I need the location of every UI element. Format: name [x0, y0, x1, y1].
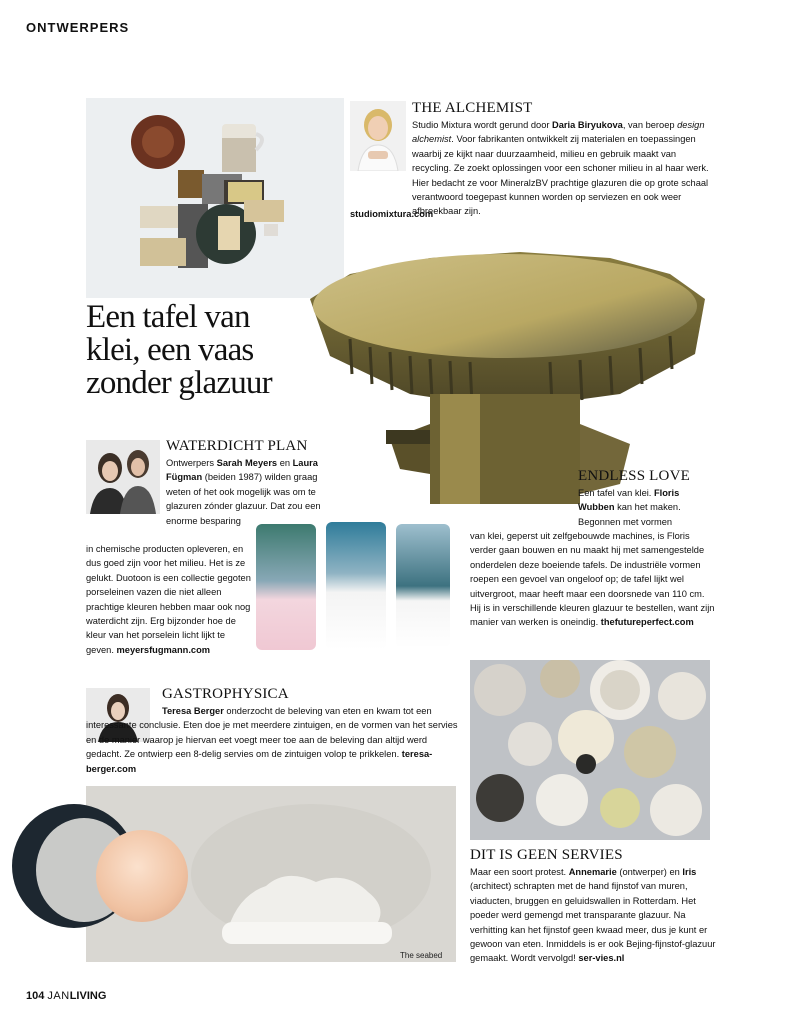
seabed-caption: The seabed	[400, 951, 443, 960]
gastro-body: Teresa Berger onderzocht de beleving van eten en kwam tot een interessante conclusie. Eten doe je met meerdere zintuigen, en de vormen van het servies en de manier waarop je hiervan eet voegt meer toe aan de beleving dan altijd werd gedacht. Ze ontwierp een 8-delig servies om de zintuigen volop te prikkelen. teresa-berger.com	[86, 706, 458, 774]
meyers-fugman-portrait	[86, 440, 160, 514]
servies-heading: DIT IS GEEN SERVIES	[470, 847, 623, 863]
waterdicht-body-bottom: in chemische producten opleveren, en dus goed zijn voor het milieu. Het is ze gelukt. Duotoon is een collectie gegoten porseleinen vazen die niet alleen prachtige kleuren hebben maar ook nog waterdicht zijn. Erg bijzonder hoe de kleur van het porselein licht lijkt te geven. meyersfugmann.com	[86, 544, 251, 655]
endless-heading: ENDLESS LOVE	[578, 468, 690, 484]
endless-link[interactable]: thefutureperfect.com	[600, 617, 694, 628]
page-number: 104	[26, 990, 45, 1002]
waterdicht-link[interactable]: meyersfugmann.com	[116, 644, 211, 655]
daria-portrait	[350, 101, 406, 171]
brand-living: LIVING	[69, 990, 107, 1002]
page-footer	[26, 990, 106, 1002]
alchemist-heading: THE ALCHEMIST	[412, 100, 533, 116]
endless-body-bottom: van klei, geperst uit zelfgebouwde machines, is Floris verder gaan bouwen en nu maakt hij met samengestelde onderdelen deze boeiende tafels. De industriële vormen roepen een gevoel van ongeloof op; de tafel lijkt wel uitvergroot, maar heeft maar een doorsnede van 110 cm. Hij is in verschillende kleuren glazuur te bestellen, want zijn manier van werken is oneindig. thefutureperfect.com	[470, 531, 715, 628]
alchemist-link[interactable]: studiomixtura.com	[350, 209, 434, 219]
seabed-peach-bowl	[96, 830, 188, 922]
alchemist-body: Studio Mixtura wordt gerund door Daria Biryukova, van beroep design alchemist. Voor fabrikanten ontwikkelt zij materialen en toepassingen waarbij ze kijkt naar duurzaamheid, milieu en gebruik maakt van recycling. Ze zoekt oplossingen voor een schoner milieu in al haar werk. Hier bedacht ze voor MineralzBV prachtige glazuren die op grote schaal verantwoord toegepast kunnen worden op serviezen en ook weer afbreekbaar zijn.	[412, 120, 709, 217]
gastro-link[interactable]: teresa-berger.com	[86, 749, 433, 774]
alchemist-name: Daria Biryukova	[552, 120, 623, 130]
fijnstof-plates-photo	[470, 660, 710, 840]
alchemist-role: design alchemist	[412, 120, 705, 145]
servies-body: Maar een soort protest. Annemarie (ontwerper) en Iris (architect) schrapten met de hand fijnstof van muren, viaducten, bruggen en geluidswallen in Rotterdam. Het poeder werd gemengd met transparante glazuur. Na verhitting kan het fijnstof geen kwaad meer, dus je kunt er gewoon van eten. Inmiddels is er ook Bejing-fijnstof-glazuur gemaakt. Wordt vervolgd! ser-vies.nl	[470, 867, 716, 964]
waterdicht-heading: WATERDICHT PLAN	[166, 438, 308, 454]
gastro-heading: GASTROPHYSICA	[162, 686, 289, 702]
brand-jan: JAN	[47, 990, 70, 1002]
servies-link[interactable]: ser-vies.nl	[578, 953, 625, 964]
waterdicht-body-top: Ontwerpers Sarah Meyers en Laura Fügman (beiden 1987) wilden graag weten of het ook mogelijk was om te glazuren zónder glazuur. Dat zou een enorme besparing	[166, 458, 321, 526]
headline: Een tafel van klei, een vaas zonder glazuur	[86, 299, 272, 401]
endless-body-top: Een tafel van klei. Floris Wubben kan het maken. Begonnen met vormen	[578, 488, 681, 527]
duotoon-vases-photo	[252, 518, 452, 652]
section-label: ONTWERPERS	[26, 20, 130, 35]
